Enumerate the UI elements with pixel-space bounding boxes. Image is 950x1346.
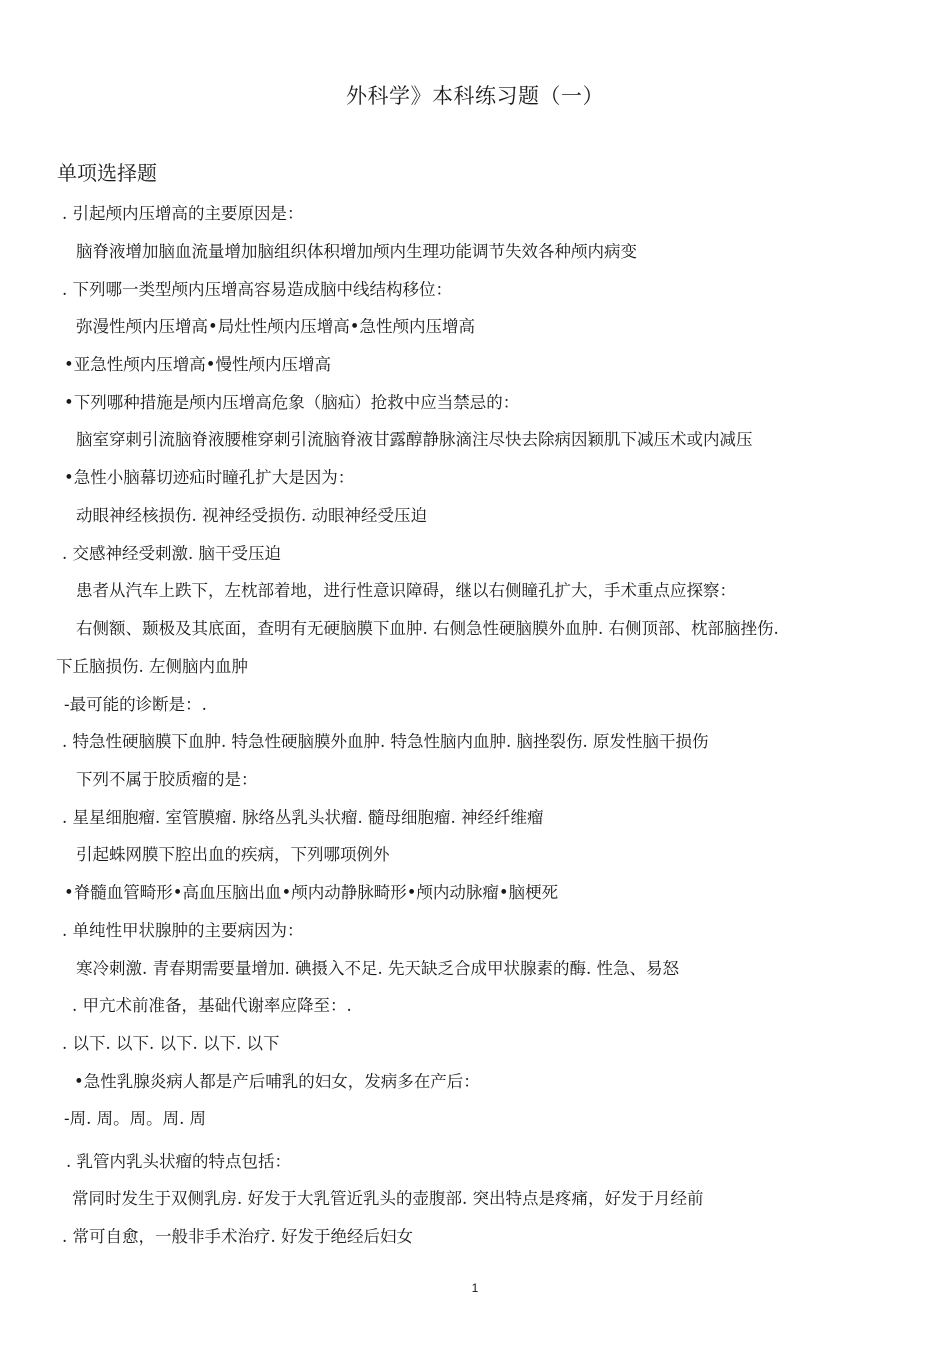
options-line: 常同时发生于双侧乳房. 好发于大乳管近乳头的壶腹部. 突出特点是疼痛，好发于月经前 [72, 1189, 704, 1208]
question-line: 下列不属于胶质瘤的是： [76, 770, 258, 789]
options-line: . 以下. 以下. 以下. 以下. 以下 [62, 1034, 280, 1053]
question-line: -最可能的诊断是：. [64, 695, 207, 714]
options-line: . 星星细胞瘤. 室管膜瘤. 脉络丛乳头状瘤. 髓母细胞瘤. 神经纤维瘤 [62, 808, 544, 827]
question-line: . 乳管内乳头状瘤的特点包括： [66, 1152, 291, 1171]
section-heading: 单项选择题 [57, 161, 157, 185]
question-line: •急性乳腺炎病人都是产后哺乳的妇女，发病多在产后： [74, 1072, 480, 1091]
options-line: 脑脊液增加脑血流量增加脑组织体积增加颅内生理功能调节失效各种颅内病变 [76, 242, 637, 261]
options-line: •亚急性颅内压增高•慢性颅内压增高 [64, 355, 331, 374]
question-line: 引起蛛网膜下腔出血的疾病，下列哪项例外 [76, 845, 390, 864]
question-line: •下列哪种措施是颅内压增高危象（脑疝）抢救中应当禁忌的： [64, 393, 520, 412]
options-line: -周. 周。周。周. 周 [64, 1109, 207, 1128]
options-line: 右侧额、颞极及其底面，查明有无硬脑膜下血肿. 右侧急性硬脑膜外血肿. 右侧顶部、枕部脑挫伤. [76, 619, 779, 638]
options-line: 弥漫性颅内压增高•局灶性颅内压增高•急性颅内压增高 [76, 317, 475, 336]
options-line: 下丘脑损伤. 左侧脑内血肿 [56, 657, 248, 676]
options-line: . 常可自愈，一般非手术治疗. 好发于绝经后妇女 [62, 1227, 413, 1246]
question-line: 患者从汽车上跌下，左枕部着地，进行性意识障碍，继以右侧瞳孔扩大，手术重点应探察： [76, 581, 736, 600]
document-title: 外科学》本科练习题（一） [346, 84, 604, 108]
options-line: 动眼神经核损伤. 视神经受损伤. 动眼神经受压迫 [76, 506, 427, 525]
question-line: . 甲亢术前准备，基础代谢率应降至：. [72, 996, 352, 1015]
options-line: . 特急性硬脑膜下血肿. 特急性硬脑膜外血肿. 特急性脑内血肿. 脑挫裂伤. 原发性脑干损伤 [62, 732, 709, 751]
options-line: 脑室穿刺引流脑脊液腰椎穿刺引流脑脊液甘露醇静脉滴注尽快去除病因颖肌下减压术或内减压 [76, 430, 753, 449]
question-line: . 引起颅内压增高的主要原因是： [62, 204, 304, 223]
options-line: . 交感神经受刺激. 脑干受压迫 [62, 544, 281, 563]
question-line: . 下列哪一类型颅内压增高容易造成脑中线结构移位： [62, 280, 452, 299]
options-line: 寒冷刺激. 青春期需要量增加. 碘摄入不足. 先天缺乏合成甲状腺素的酶. 性急、易怒 [76, 959, 679, 978]
question-line: . 单纯性甲状腺肿的主要病因为： [62, 921, 304, 940]
question-line: •急性小脑幕切迹疝时瞳孔扩大是因为： [64, 468, 355, 487]
options-line: •脊髓血管畸形•高血压脑出血•颅内动静脉畸形•颅内动脉瘤•脑梗死 [64, 883, 559, 902]
page-number: 1 [471, 1281, 479, 1295]
